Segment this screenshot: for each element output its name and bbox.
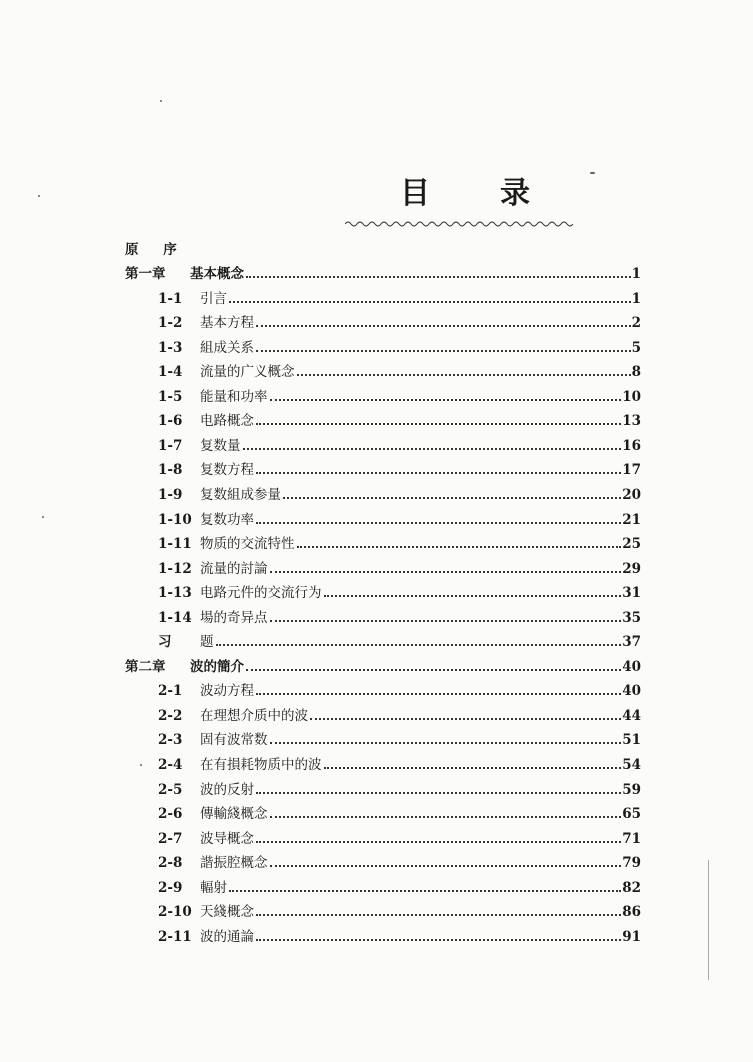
entry-number: 2-9 bbox=[158, 879, 183, 896]
chapter-entry bbox=[0, 655, 753, 679]
scan-speck bbox=[160, 100, 162, 102]
section-entry bbox=[0, 409, 753, 433]
entry-leader bbox=[200, 508, 641, 532]
dot-leader bbox=[229, 300, 631, 303]
entry-number: 第一章 bbox=[125, 266, 166, 282]
entry-title: 組成关系 bbox=[200, 339, 254, 356]
entry-page-number: 17 bbox=[622, 462, 641, 479]
dot-leader bbox=[256, 692, 621, 695]
entry-page-number: 5 bbox=[631, 339, 641, 356]
entry-title: 复数量 bbox=[200, 437, 241, 454]
entry-leader bbox=[200, 581, 641, 605]
entry-title: 复数組成参量 bbox=[200, 486, 281, 503]
entry-page-number: 40 bbox=[622, 683, 641, 700]
section-entry bbox=[0, 679, 753, 703]
scan-speck bbox=[140, 764, 142, 766]
dot-leader bbox=[256, 471, 621, 474]
title-char-right: 录 bbox=[500, 176, 530, 211]
section-entry bbox=[0, 434, 753, 458]
entry-title: 引言 bbox=[200, 290, 227, 307]
entry-title: 基本概念 bbox=[190, 266, 244, 282]
section-entry bbox=[0, 606, 753, 630]
entry-number: 2-10 bbox=[158, 904, 192, 921]
dot-leader bbox=[256, 791, 621, 794]
entry-page-number: 40 bbox=[622, 658, 641, 675]
dot-leader bbox=[270, 398, 622, 401]
scan-edge-mark bbox=[708, 860, 709, 980]
entry-number: 1-10 bbox=[158, 511, 192, 528]
entry-number: 1-13 bbox=[158, 585, 192, 602]
entry-number: 2-2 bbox=[158, 707, 183, 724]
entry-number: 第二章 bbox=[125, 658, 166, 675]
dot-leader bbox=[229, 889, 621, 892]
entry-number: 1-3 bbox=[158, 339, 183, 356]
entry-page-number: 86 bbox=[622, 904, 641, 921]
entry-title: 电路概念 bbox=[200, 413, 254, 430]
entry-leader bbox=[200, 557, 641, 581]
page-title bbox=[400, 168, 530, 212]
entry-title: 复数方程 bbox=[200, 462, 254, 479]
dot-leader bbox=[256, 521, 621, 524]
section-entry bbox=[0, 753, 753, 777]
scan-speck bbox=[38, 195, 40, 197]
entry-page-number: 91 bbox=[622, 928, 641, 945]
entry-number: 1-7 bbox=[158, 437, 183, 454]
entry-leader bbox=[200, 679, 641, 703]
entry-page-number: 82 bbox=[622, 879, 641, 896]
section-entry bbox=[0, 876, 753, 900]
entry-title: 傳輸綫概念 bbox=[200, 806, 268, 823]
section-entry bbox=[0, 287, 753, 311]
section-entry bbox=[0, 728, 753, 752]
section-entry bbox=[0, 704, 753, 728]
entry-number: 1-1 bbox=[158, 290, 183, 307]
entry-page-number: 1 bbox=[631, 266, 641, 282]
entry-page-number: 59 bbox=[622, 781, 641, 798]
scan-speck bbox=[42, 516, 44, 518]
entry-title: 能量和功率 bbox=[200, 388, 268, 405]
dot-leader bbox=[270, 741, 622, 744]
entry-leader bbox=[200, 728, 641, 752]
entry-title: 流量的討論 bbox=[200, 560, 268, 577]
section-entry bbox=[0, 630, 753, 654]
entry-leader bbox=[200, 311, 641, 335]
dot-leader bbox=[243, 447, 622, 450]
dot-leader bbox=[256, 422, 621, 425]
section-entry bbox=[0, 557, 753, 581]
section-entry bbox=[0, 778, 753, 802]
entry-leader bbox=[200, 434, 641, 458]
dot-leader bbox=[297, 545, 622, 548]
dot-leader bbox=[256, 913, 621, 916]
entry-leader bbox=[200, 532, 641, 556]
section-entry bbox=[0, 311, 753, 335]
title-char-left: 目 bbox=[400, 176, 430, 211]
dot-leader bbox=[246, 275, 631, 278]
section-entry bbox=[0, 483, 753, 507]
entry-page-number: 10 bbox=[622, 388, 641, 405]
entry-title: 物质的交流特性 bbox=[200, 536, 295, 553]
entry-title: 固有波常数 bbox=[200, 732, 268, 749]
entry-title: 在理想介质中的波 bbox=[200, 707, 308, 724]
dot-leader bbox=[270, 815, 622, 818]
entry-number: 2-5 bbox=[158, 781, 183, 798]
entry-leader bbox=[200, 851, 641, 875]
dot-leader bbox=[256, 324, 631, 327]
section-entry bbox=[0, 827, 753, 851]
title-wavy-underline bbox=[345, 219, 575, 229]
dot-leader bbox=[297, 373, 631, 376]
entry-page-number: 37 bbox=[622, 634, 641, 651]
dot-leader bbox=[256, 840, 621, 843]
entry-number: 1-8 bbox=[158, 462, 183, 479]
entry-title: 場的奇异点 bbox=[200, 609, 268, 626]
entry-title: 基本方程 bbox=[200, 315, 254, 332]
entry-leader bbox=[200, 409, 641, 433]
entry-page-number: 25 bbox=[622, 536, 641, 553]
entry-number: 2-11 bbox=[158, 928, 192, 945]
section-entry bbox=[0, 360, 753, 384]
entry-title: 复数功率 bbox=[200, 511, 254, 528]
entry-number: 1-4 bbox=[158, 364, 183, 381]
entry-title: 波的反射 bbox=[200, 781, 254, 798]
entry-leader bbox=[200, 704, 641, 728]
section-entry bbox=[0, 532, 753, 556]
entry-number: 2-4 bbox=[158, 757, 183, 773]
section-entry bbox=[0, 925, 753, 949]
section-entry bbox=[0, 851, 753, 875]
entry-leader bbox=[200, 802, 641, 826]
entry-title: 諧振腔概念 bbox=[200, 855, 268, 872]
entry-leader bbox=[200, 606, 641, 630]
entry-number: 习 bbox=[158, 634, 172, 651]
scan-speck bbox=[590, 172, 595, 174]
dot-leader bbox=[270, 570, 622, 573]
entry-leader bbox=[200, 900, 641, 924]
dot-leader bbox=[256, 938, 621, 941]
entry-title: 在有損耗物质中的波 bbox=[200, 757, 322, 773]
section-entry bbox=[0, 508, 753, 532]
entry-leader bbox=[200, 753, 641, 777]
entry-page-number: 54 bbox=[622, 757, 641, 773]
dot-leader bbox=[216, 643, 622, 646]
entry-leader bbox=[200, 630, 641, 654]
entry-page-number: 21 bbox=[622, 511, 641, 528]
section-entry bbox=[0, 385, 753, 409]
entry-number: 1-5 bbox=[158, 388, 183, 405]
entry-leader bbox=[200, 458, 641, 482]
entry-title: 波的通論 bbox=[200, 928, 254, 945]
entry-leader bbox=[200, 336, 641, 360]
section-entry bbox=[0, 802, 753, 826]
dot-leader bbox=[310, 717, 621, 720]
entry-leader bbox=[190, 655, 641, 679]
entry-number: 1-14 bbox=[158, 609, 192, 626]
entry-number: 2-1 bbox=[158, 683, 183, 700]
entry-page-number: 31 bbox=[622, 585, 641, 602]
dot-leader bbox=[324, 594, 622, 597]
entry-number: 2-7 bbox=[158, 830, 183, 847]
entry-title: 题 bbox=[200, 634, 214, 651]
dot-leader bbox=[270, 864, 622, 867]
entry-title: 电路元件的交流行为 bbox=[200, 585, 322, 602]
preface-label: 原 序 bbox=[125, 242, 187, 258]
entry-number: 1-11 bbox=[158, 536, 192, 553]
entry-number: 1-6 bbox=[158, 413, 183, 430]
dot-leader bbox=[246, 668, 621, 671]
entry-page-number: 71 bbox=[622, 830, 641, 847]
entry-title: 波动方程 bbox=[200, 683, 254, 700]
entry-page-number: 2 bbox=[631, 315, 641, 332]
section-entry bbox=[0, 458, 753, 482]
entry-page-number: 16 bbox=[622, 437, 641, 454]
entry-leader bbox=[200, 925, 641, 949]
entry-number: 1-2 bbox=[158, 315, 183, 332]
entry-page-number: 20 bbox=[622, 486, 641, 503]
entry-leader bbox=[200, 876, 641, 900]
entry-page-number: 13 bbox=[622, 413, 641, 430]
entry-title: 流量的广义概念 bbox=[200, 364, 295, 381]
entry-page-number: 44 bbox=[622, 707, 641, 724]
entry-title: 輻射 bbox=[200, 879, 227, 896]
entry-page-number: 35 bbox=[622, 609, 641, 626]
entry-leader bbox=[200, 360, 641, 384]
entry-page-number: 29 bbox=[622, 560, 641, 577]
entry-number: 1-12 bbox=[158, 560, 192, 577]
dot-leader bbox=[324, 766, 622, 769]
entry-number: 1-9 bbox=[158, 486, 183, 503]
chapter-entry bbox=[0, 262, 753, 286]
entry-leader bbox=[200, 483, 641, 507]
entry-title: 波的簡介 bbox=[190, 658, 244, 675]
entry-title: 波导概念 bbox=[200, 830, 254, 847]
preface-entry bbox=[0, 238, 753, 262]
entry-leader bbox=[190, 262, 641, 286]
entry-title: 天綫概念 bbox=[200, 904, 254, 921]
entry-page-number: 1 bbox=[631, 290, 641, 307]
entry-page-number: 79 bbox=[622, 855, 641, 872]
section-entry bbox=[0, 900, 753, 924]
entry-number: 2-8 bbox=[158, 855, 183, 872]
dot-leader bbox=[283, 496, 621, 499]
entry-page-number: 65 bbox=[622, 806, 641, 823]
section-entry bbox=[0, 336, 753, 360]
entry-page-number: 51 bbox=[622, 732, 641, 749]
entry-number: 2-3 bbox=[158, 732, 183, 749]
dot-leader bbox=[256, 349, 631, 352]
entry-leader bbox=[200, 287, 641, 311]
entry-number: 2-6 bbox=[158, 806, 183, 823]
entry-page-number: 8 bbox=[631, 364, 641, 381]
entry-leader bbox=[200, 385, 641, 409]
dot-leader bbox=[270, 619, 622, 622]
entry-leader bbox=[200, 827, 641, 851]
entry-leader bbox=[200, 778, 641, 802]
section-entry bbox=[0, 581, 753, 605]
